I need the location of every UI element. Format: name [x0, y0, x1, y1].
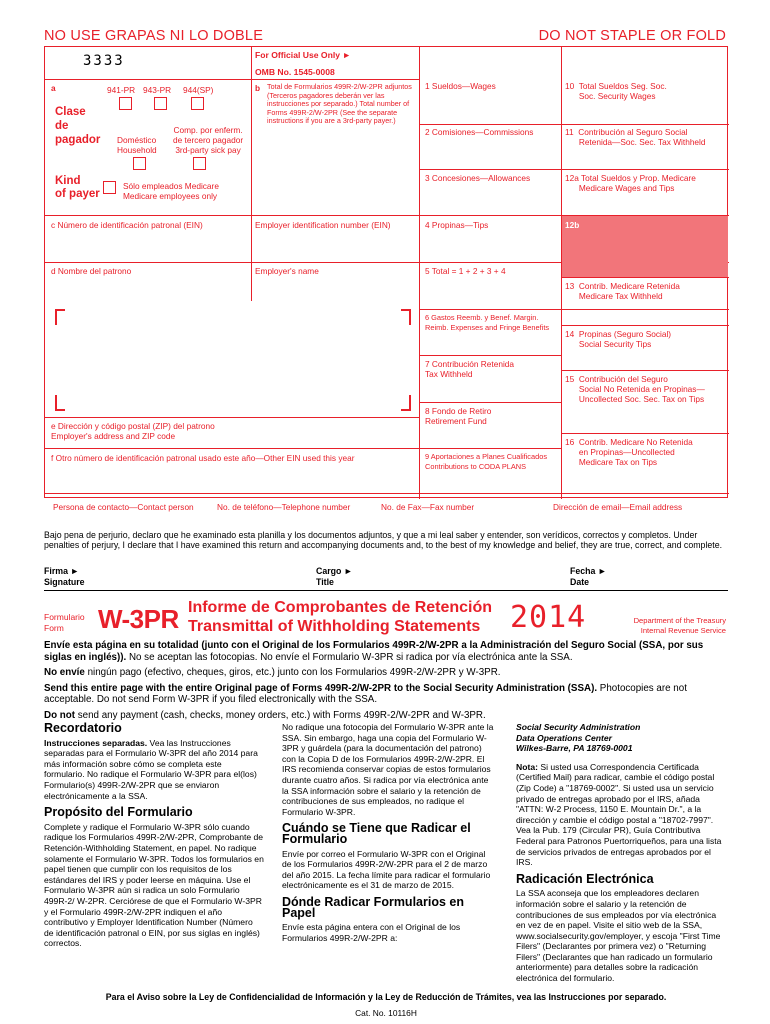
tax-year: 2014 [510, 600, 587, 635]
box-d-label: d Nombre del patrono [51, 266, 132, 276]
box-12b-shade [562, 216, 728, 277]
checkbox-944sp[interactable] [191, 97, 204, 110]
box-10-label: 10 Total Sueldos Seg. Soc. Soc. Security Wages [565, 81, 667, 101]
box-14-label: 14 Propinas (Seguro Social) Social Security Tips [565, 329, 672, 349]
form-number: W-3PR [98, 604, 179, 634]
box-12b-label: 12b [565, 220, 580, 230]
box-c-label-en: Employer identification number (EIN) [255, 220, 391, 230]
telephone-label: No. de teléfono—Telephone number [217, 502, 351, 512]
perjury-statement: Bajo pena de perjurio, declaro que he examinado esta planilla y los documentos adjuntos, y que a mi leal saber y entender, son verídicos, correctos y completos. Under penalties of perjury, I declare that I have examined this return and accompanying documents and, to the best of my knowledge and belief, they are true, correct, and complete. [44, 530, 723, 551]
column-3: Social Security Administration Data Operations Center Wilkes-Barre, PA 18769-0001 Nota: Si usted usa Correspondencia Certificada (Certified Mail) para radicar, cambie el código postal (Zip Code) a "18769-0002". Si usted usa un servicio privado de entregas aprobado por el IRS, añada "ATTN: W-2 Process, 1150 E. Mountain Dr.", a la dirección y cambie el código postal a "18702-7997". Vea la Pub. 179 (Circular PR), Guía Contributiva Federal para Patronos Puertorriqueños, para una lista de servicios privados de entregas aprobados por el IRS. Radicación Electrónica La SSA aconseja que los empleadores declaren información sobre el salario y la retención de contribuciones de sus empleados por vía electrónica en vez de en papel. Visite el sitio web de la SSA, www.socialsecurity.gov/employer, y escoja "First Time Filers" (Declarantes por primera vez) o "Returning Filers" (Declarantes que han radicado un formulario anteriormente) para detalles sobre la radicación electrónica del formulario. [516, 722, 728, 990]
heading-cuando: Cuándo se Tiene que Radicar el Formulario [282, 821, 471, 846]
privacy-notice: Para el Aviso sobre la Ley de Confidencialidad de Información y la Ley de Reducción de Trámites, vea las Instrucciones por separado. [105, 992, 667, 1002]
box-2-label: 2 Comisiones—Commissions [425, 127, 534, 137]
domestic-label: Doméstico Household [117, 135, 157, 155]
form-grid: 3333 For Official Use Only ► OMB No. 1545-0008 a 941-PR 943-PR 944(SP) Clase de pagador Doméstico Household Comp. por enferm. de tercero pagador 3rd-party sick pay Kind of payer Sólo empleados Medicare Medicare employees only b Total de Formularios 499R-2/W-2PR adjuntos (Terceros pagadores deberán ver las instrucciones por separado.) Total number of Forms 499R-2/W-2PR (See the separate instructions if you are a 3rd-party payer.) c Número de identificación patronal (EIN) Employer identification number (EIN) d Nombre del patrono Employer's name e Dirección y código postal (ZIP) del patrono Employer's address and ZIP code f Otro número de identificación patronal usado este año—Other EIN used this year Persona de contacto—Contact person No. de teléfono—Telephone number No. de Fax—Fax number Dirección de email—Email address 1 Sueldos—Wages 2 Comisiones—Commissions 3 Concesiones—Allowances 4 Propinas—Tips 5 Total = 1 + 2 + 3 + 4 6 Gastos Reemb. y Benef. Margin. Reimb. Expenses and Fringe Benefits 7 Contribución Retenida Tax Withheld 8 Fondo de Retiro Retirement Fund 9 Aportaciones a Planes Cualificados Contributions to CODA PLANS 10 Total Sueldos Seg. Soc. Soc. Security Wages 11 Contribución al Seguro Social Retenida—Soc. Sec. Tax Withheld 12a Total Sueldos y Prop. Medicare Medicare Wages and Tips 12b 13 Contrib. Medicare Retenida Medicare Tax Withheld 14 Propinas (Seguro Social) Social Security Tips 15 Contribución del Seguro Social No Retenida en Propinas— Uncollected Soc. Sec. Tax on Tips 16 Contrib. Medicare No Retenida en Propinas—Uncollected Medicare Tax on Tips [44, 46, 728, 498]
box-1-label: 1 Sueldos—Wages [425, 81, 496, 91]
fax-label: No. de Fax—Fax number [381, 502, 475, 512]
cat-number: Cat. No. 10116H [355, 1008, 417, 1018]
checkbox-household[interactable] [133, 157, 146, 170]
checkbox-medicare-only[interactable] [103, 181, 116, 194]
box-6-label: 6 Gastos Reemb. y Benef. Margin. Reimb. Expenses and Fringe Benefits [425, 313, 550, 332]
kind-943pr: 943-PR [143, 85, 172, 95]
form-title: Informe de Comprobantes de Retención Transmittal of Withholding Statements [188, 599, 493, 635]
kind-941pr: 941-PR [107, 85, 136, 95]
heading-donde: Dónde Radicar Formularios en Papel [282, 894, 464, 920]
heading-recordatorio: Recordatorio [44, 721, 122, 735]
box-11-label: 11 Contribución al Seguro Social Retenida—Soc. Sec. Tax Withheld [565, 127, 706, 147]
box-d-label-en: Employer's name [255, 266, 319, 276]
date-label: Fecha ► Date [570, 566, 607, 587]
title-label: Cargo ► Title [316, 566, 353, 587]
box-5-label: 5 Total = 1 + 2 + 3 + 4 [425, 266, 506, 276]
heading-proposito: Propósito del Formulario [44, 805, 193, 820]
official-use: For Official Use Only ► [255, 50, 351, 60]
box-4-label: 4 Propinas—Tips [425, 220, 489, 230]
box-8-label: 8 Fondo de Retiro Retirement Fund [425, 406, 492, 426]
box-b-label: Total de Formularios 499R-2/W-2PR adjuntos (Terceros pagadores deberán ver las instrucciones por separado.) Total number of Forms 499R-2/W-2PR (See the separate instructions if you are a 3rd-party payer.) [267, 82, 412, 126]
kind-944sp: 944(SP) [183, 85, 214, 95]
checkbox-3rd-party-sick[interactable] [193, 157, 206, 170]
contact-person-label: Persona de contacto—Contact person [53, 502, 194, 512]
form-code: 3333 [83, 53, 125, 69]
email-label: Dirección de email—Email address [553, 502, 683, 512]
do-not-staple-es: NO USE GRAPAS NI LO DOBLE [44, 28, 264, 44]
box-3-label: 3 Concesiones—Allowances [425, 173, 531, 183]
send-instructions: Envíe esta página en su totalidad (junto con el Original de los Formularios 499R-2/W-2PR a la Administración del Seguro Social (SSA, por sus siglas en inglés)). No se aceptan las fotocopias. No envíe el Formulario W-3PR si radica por vía electrónica ante la SSA. No envíe ningún pago (efectivo, cheques, giros, etc.) junto con los Formularios 499R-2/W-2PR y W-3PR. Send this entire page with the entire Original page of Forms 499R-2/W-2PR to the Social Security Administration (SSA). Photocopies are not acceptable. Do not send Form W-3PR if you filed electronically with the SSA. Do not send any payment (cash, checks, money orders, etc.) with Forms 499R-2/W-2PR and W-3PR. [44, 640, 704, 721]
omb-number: OMB No. 1545-0008 [255, 67, 335, 77]
clase-de-pagador: Clase de pagador [55, 106, 101, 146]
form-label-block: Formulario Form [44, 612, 85, 633]
column-1: Recordatorio Instrucciones separadas. Vea las Instrucciones separadas para el Formulario W-3PR del año 2014 para más información sobre cómo se completa este formulario. No radique el Formulario W-3PR para el(los) Formulario(s) 499R-2/W-2PR que se enviaron electrónicamente a la SSA. Propósito del Formulario Complete y radique el Formulario W-3PR sólo cuando radique los Formularios 499R-2/W-2PR, Comprobante de Retención-Withholding Statement, en papel. No radique solamente el Formulario W-3PR. Todos los formularios en papel tienen que cumplir con los requisitos de los estándares del IRS y poder leerse en máquina. Use el Formulario W-3PR aún si radica un solo Formulario 499R-2/ W-2PR. Cerciórese de que el Formulario W-3PR y el Formulario 499R-2/W-2PR indiquen el año contributivo y Employer Identification Number (Número de identificación patronal o EIN, por sus siglas en inglés) correctos. [44, 721, 264, 949]
box-e-label: e Dirección y código postal (ZIP) del patrono Employer's address and ZIP code [51, 421, 215, 441]
box-16-label: 16 Contrib. Medicare No Retenida en Propinas—Uncollected Medicare Tax on Tips [565, 437, 693, 467]
box-9-label: 9 Aportaciones a Planes Cualificados Contributions to CODA PLANS [425, 452, 548, 471]
heading-radicacion: Radicación Electrónica [516, 871, 654, 886]
box-c-label: c Número de identificación patronal (EIN) [51, 220, 203, 230]
checkbox-943pr[interactable] [154, 97, 167, 110]
checkbox-941pr[interactable] [119, 97, 132, 110]
box-7-label: 7 Contribución Retenida Tax Withheld [425, 359, 515, 379]
column-2: No radique una fotocopia del Formulario W-3PR ante la SSA. Sin embargo, haga una copia del Formulario W-3PR y guárdela (para la documentación del patrono) con la Copia D de los Formularios 499R-2/W-2PR. El IRS recomienda conservar copias de estos formularios durante cuatro años. Si radica por vía electrónica ante la SSA información sobre el salario y la retención de contribuciones de sus empleados, no radique el Formulario W-3PR. Cuándo se Tiene que Radicar el Formulario Envíe por correo el Formulario W-3PR con el Original de los Formularios 499R-2/W-2PR para el 2 de marzo del año 2015. La fecha límite para radicar el formulario electrónicamente es el 31 de marzo de 2015. Dónde Radicar Formularios en Papel Envíe esta página entera con el Original de los Formularios 499R-2/W-2PR a: [282, 722, 494, 943]
medicare-only-label: Sólo empleados Medicare Medicare employees only [123, 181, 219, 201]
department: Department of the Treasury Internal Revenue Service [633, 616, 726, 635]
do-not-staple-en: DO NOT STAPLE OR FOLD [538, 28, 726, 44]
box-12a-label: 12a Total Sueldos y Prop. Medicare Medicare Wages and Tips [565, 173, 696, 193]
signature-label: Firma ► Signature [44, 566, 85, 587]
kind-of-payer: Kind of payer [55, 175, 100, 200]
box-13-label: 13 Contrib. Medicare Retenida Medicare Tax Withheld [565, 281, 680, 301]
sick-pay-label: Comp. por enferm. de tercero pagador 3rd-party sick pay [173, 125, 244, 155]
box-15-label: 15 Contribución del Seguro Social No Retenida en Propinas— Uncollected Soc. Sec. Tax on Tips [565, 374, 705, 404]
box-f-label: f Otro número de identificación patronal usado este año—Other EIN used this year [51, 453, 355, 463]
